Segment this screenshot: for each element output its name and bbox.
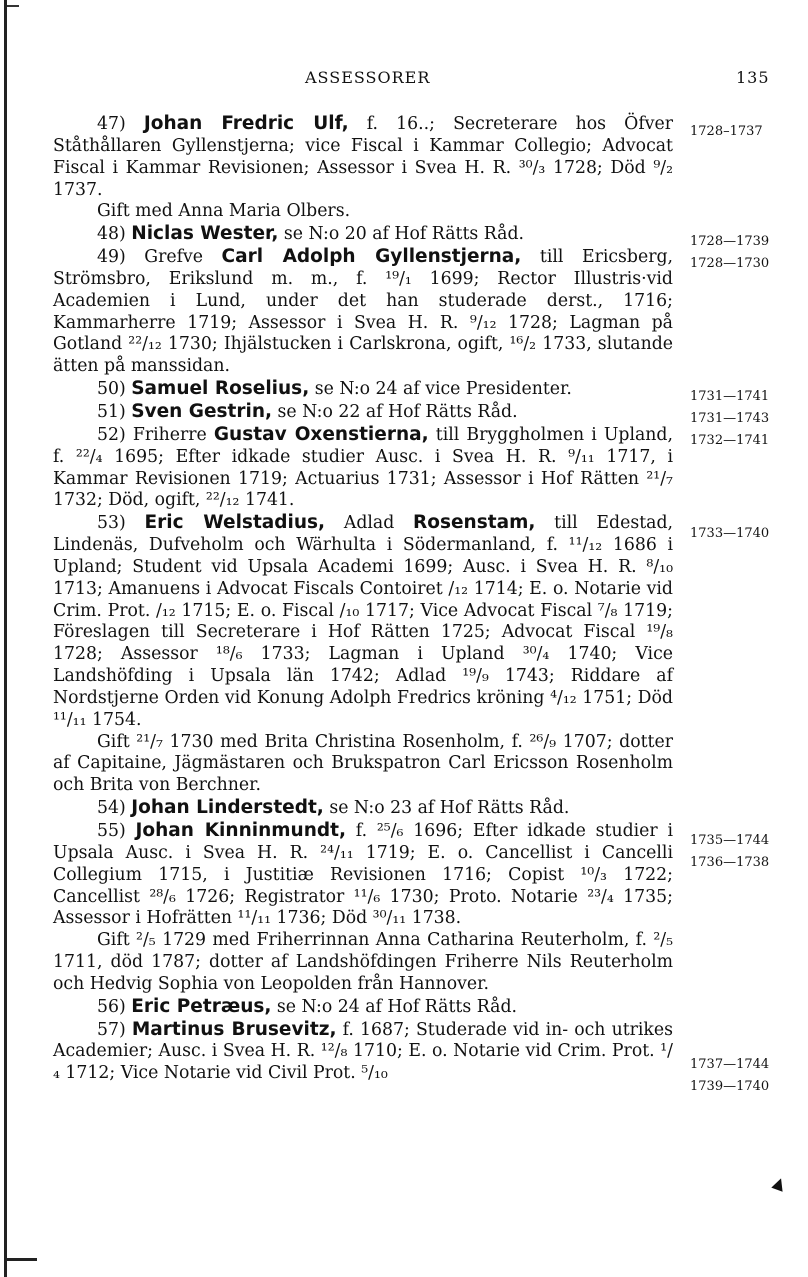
entry [53,223,673,246]
tenure-years: 1739—1740 [690,1079,770,1094]
entry-number: 54) [97,798,126,819]
scan-mark [7,5,19,7]
person-name: Niclas Wester, [131,223,279,245]
entry-number: 51) [97,401,126,422]
entry [53,113,673,201]
entry-note: Gift ²/₅ 1729 med Friherrinnan Anna Catharina Reuterholm, f. ²/₅ 1711, död 1787; dotter af Landshöfdingen Friherre Nils Reuterholm och Hedvig Sophia von Leopolden från Hannover. [53,930,673,994]
scan-edge [4,0,7,1277]
person-name: Sven Gestrin, [131,400,273,422]
person-name: Carl Adolph Gyllenstjerna, [221,246,522,268]
entry [53,996,673,1019]
tenure-years: 1728—1730 [690,256,770,271]
scan-mark [7,1258,37,1261]
entry [53,820,673,930]
entry [53,1019,673,1086]
entry-number: 47) [97,114,126,134]
person-name: Johan Linderstedt, [131,797,324,819]
margin-mark [771,1176,786,1191]
person-name: Johan Kinninmundt, [135,820,346,841]
entry-number: 53) [97,513,126,534]
person-name: Eric Welstadius, [144,512,326,534]
tenure-years: 1735—1744 [690,833,770,848]
entries-list [53,113,673,1085]
person-name: Gustav Oxenstierna, [213,423,429,445]
entry [53,512,673,731]
entry [53,246,673,378]
entry-number: 55) [97,821,126,841]
person-name: Eric Petræus, [131,995,272,1017]
tenure-years: 1737—1744 [690,1057,770,1072]
entry-text: till Ericsberg, Strömsbro, Erikslund m. m., f. ¹⁹/₁ 1699; Rector Illustris·vid Academien i Lund, under det han studerade derst., 1716; Kammarherre 1719; Assessor i Svea H. R. ⁹/₁₂ 1728; Lagman på Gotland ²²/₁₂ 1730; Ihjälstucken i Carlskrona, ogift, ¹⁶/₂ 1733, slutande ätten på manssidan. [53,247,674,377]
entry-text: till Bryggholmen i Upland, f. ²²/₄ 1695; Efter idkade studier Ausc. i Svea H. R. ⁹/₁₁ 1717, i Kammar Revisionen 1719; Actuarius 1731; Assessor i Hof Rätten ²¹/₇ 1732; Död, ogift, ²²/₁₂ 1741. [53,424,673,511]
entry-text: f. ²⁵/₆ 1696; Efter idkade studier i Upsala Ausc. i Svea H. R. ²⁴/₁₁ 1719; E. o. Cancellist i Cancelli Collegium 1715, i Justitiæ Revisionen 1716; Copist ¹⁰/₃ 1722; Cancellist ²⁸/₆ 1726; Registrator ¹¹/₆ 1730; Proto. Notarie ²³/₄ 1735; Assessor i Hofrätten ¹¹/₁₁ 1736; Död ³⁰/₁₁ 1738. [53,821,673,929]
entry-text: se N:o 24 af vice Presidenter. [309,379,572,400]
entry-number: 56) [97,996,126,1017]
tenure-years: 1733—1740 [690,526,770,541]
page-number: 135 [736,68,770,87]
entry-number: 57) [97,1019,126,1040]
title-prefix: Grefve [144,247,222,268]
entry-number: 49) [97,247,126,268]
entry-text: f. 16..; Secreterare hos Öfver Ståthållaren Gyllenstjerna; vice Fiscal i Kammar Collegio; Advocat Fiscal i Kammar Revisionen; Assessor i Svea H. R. ³⁰/₃ 1728; Död ⁹/₂ 1737. [53,114,673,200]
noble-name: Rosenstam, [413,512,536,534]
tenure-years: 1731—1741 [690,389,770,404]
header-title: ASSESSORER [305,68,431,87]
entry-text: till Edestad, Lindenäs, Dufveholm och Wärhulta i Södermanland, f. ¹¹/₁₂ 1686 i Upland; Student vid Upsala Academi 1699; Ausc. i Svea H. R. ⁸/₁₀ 1713; Amanuens i Advocat Fiscals Contoiret /₁₂ 1714; E. o. Notarie vid Crim. Prot. /₁₂ 1715; E. o. Fiscal /₁₀ 1717; Vice Advocat Fiscal ⁷/₈ 1719; Föreslagen till Secreterare i Hof Rätten 1725; Advocat Fiscal ¹⁹/₈ 1728; Assessor ¹⁸/₆ 1733; Lagman i Upland ³⁰/₄ 1740; Vice Landshöfding i Upsala län 1742; Adlad ¹⁹/₉ 1743; Riddare af Nordstjerne Orden vid Konung Adolph Fredrics kröning ⁴/₁₂ 1751; Död ¹¹/₁₁ 1754. [53,513,674,730]
person-name: Johan Fredric Ulf, [143,113,349,134]
entry-text: se N:o 20 af Hof Rätts Råd. [278,224,525,245]
entry [53,424,673,512]
tenure-years: 1728–1737 [690,124,763,139]
entry-number: 48) [97,224,126,245]
entry [53,401,673,424]
ennoblement-note: Adlad [325,513,414,534]
tenure-years: 1728—1739 [690,234,770,249]
entry-text: se N:o 24 af Hof Rätts Råd. [271,996,517,1017]
entry-text: se N:o 22 af Hof Rätts Råd. [272,401,518,422]
tenure-years: 1731—1743 [690,411,770,426]
entry-text: se N:o 23 af Hof Rätts Råd. [323,798,570,819]
tenure-years: 1732—1741 [690,433,770,448]
entry-text: f. 1687; Studerade vid in- och utrikes Academier; Ausc. i Svea H. R. ¹²/₈ 1710; E. o. Notarie vid Crim. Prot. ¹/₄ 1712; Vice Notarie vid Civil Prot. ⁵/₁₀ [53,1019,673,1084]
entry [53,378,673,401]
tenure-years: 1736—1738 [690,855,770,870]
entry-number: 50) [97,379,126,400]
title-prefix: Friherre [132,424,214,445]
person-name: Martinus Brusevitz, [131,1018,337,1040]
entry-number: 52) [97,424,126,445]
person-name: Samuel Roselius, [131,378,310,400]
entry [53,797,673,820]
entry-note: Gift med Anna Maria Olbers. [97,201,351,222]
entry-note: Gift ²¹/₇ 1730 med Brita Christina Rosenholm, f. ²⁶/₉ 1707; dotter af Capitaine, Jägmästaren och Brukspatron Carl Ericsson Rosenholm och Brita von Berchner. [53,731,673,796]
